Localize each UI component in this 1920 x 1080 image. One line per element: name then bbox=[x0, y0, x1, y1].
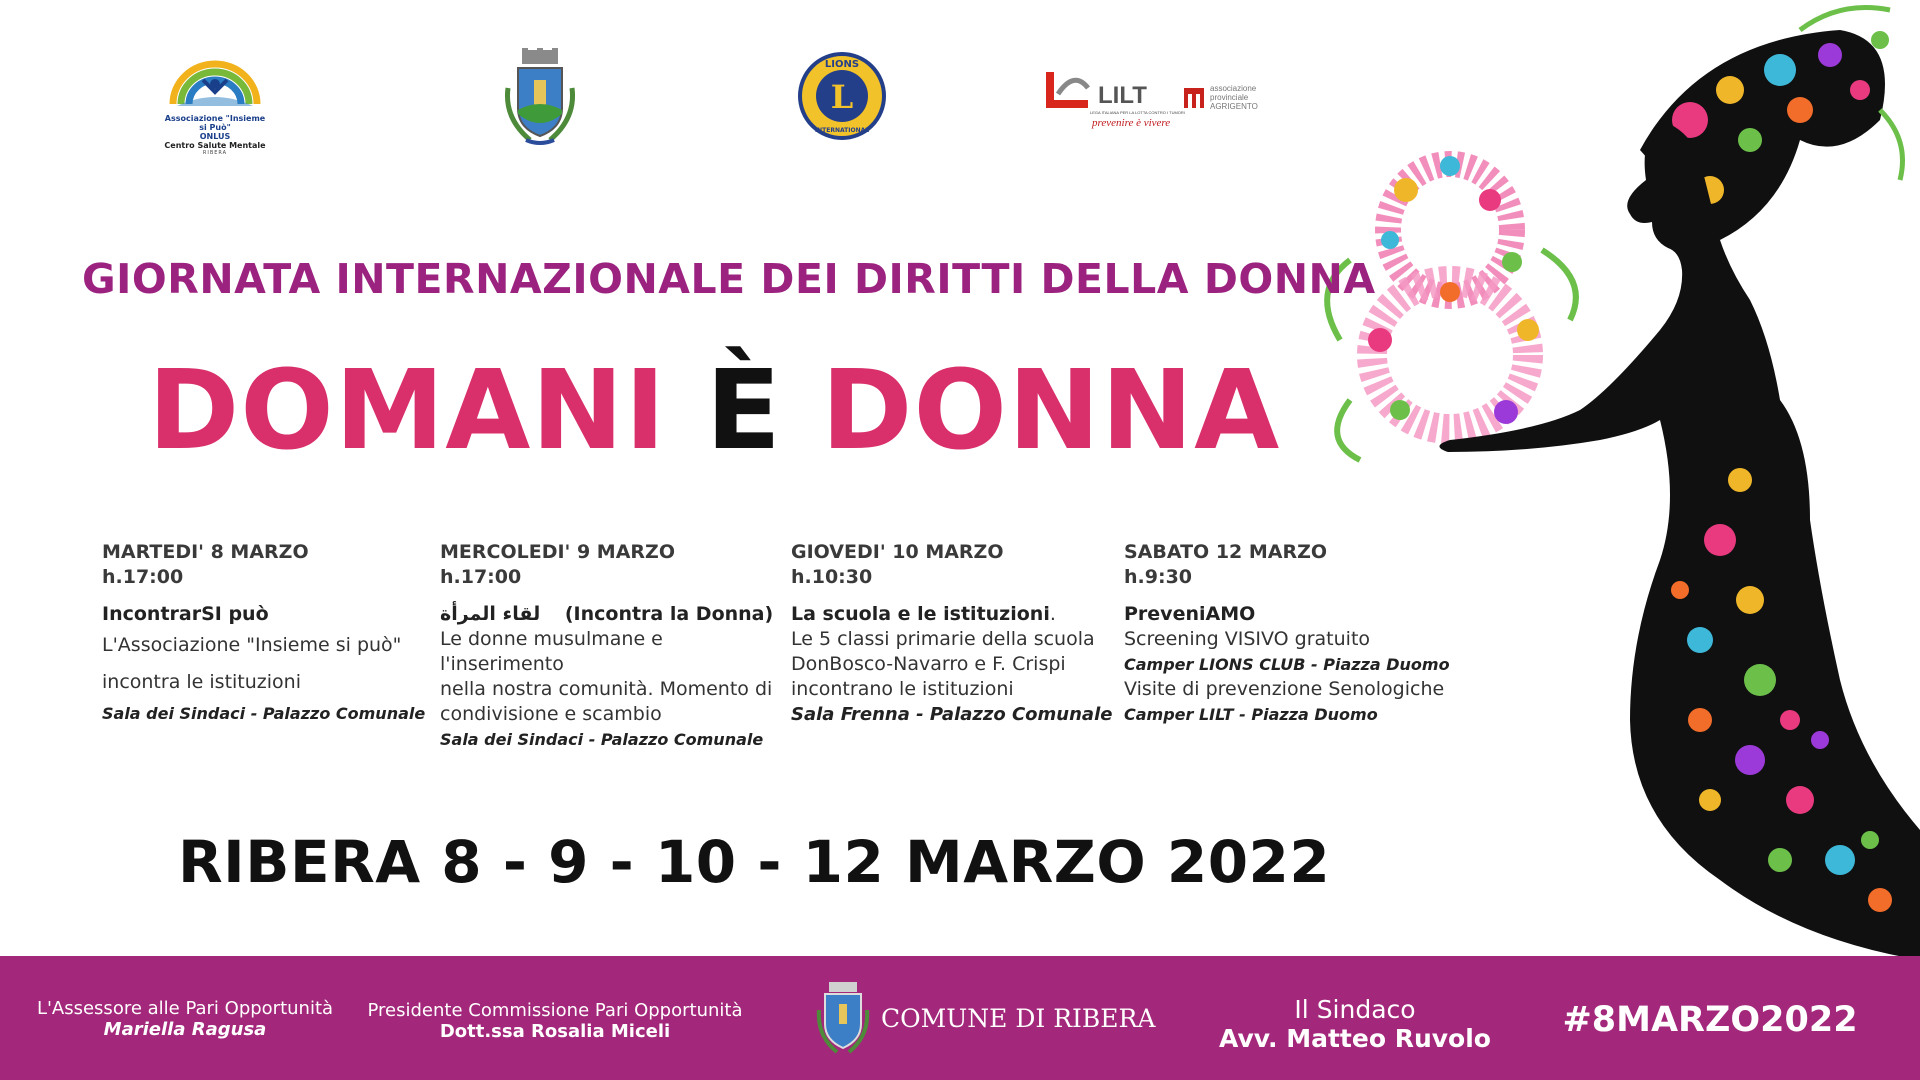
lilt-prov-line2: provinciale bbox=[1210, 93, 1249, 102]
comune-crest-icon bbox=[815, 980, 871, 1056]
event-subtitle: GIORNATA INTERNAZIONALE DEI DIRITTI DELLA DONNA bbox=[82, 255, 1376, 303]
lilt-word: LILT bbox=[1098, 82, 1147, 109]
insieme-si-puo-logo bbox=[160, 58, 270, 158]
event-date: GIOVEDI' 10 MARZO bbox=[791, 541, 1004, 563]
event-time: h.17:00 bbox=[102, 566, 184, 588]
event-location: Sala Frenna - Palazzo Comunale bbox=[791, 704, 1113, 725]
presidente-name: Dott.ssa Rosalia Miceli bbox=[439, 1021, 671, 1042]
title-word-donna: DONNA bbox=[821, 346, 1281, 474]
insieme-center: Centro Salute Mentale bbox=[164, 141, 266, 150]
insieme-onlus: ONLUS bbox=[199, 132, 231, 141]
event-name-row bbox=[791, 602, 1121, 627]
sindaco-name: Avv. Matteo Ruvolo bbox=[1219, 1024, 1491, 1053]
event-line: incontra le istituzioni bbox=[102, 671, 301, 693]
event-day-1 bbox=[102, 540, 432, 726]
event-name-arabic: لقاء المرأة bbox=[440, 603, 541, 625]
event-line: nella nostra comunità. Momento di bbox=[440, 678, 773, 700]
event-location: Camper LIONS CLUB - Piazza Duomo bbox=[1124, 655, 1450, 674]
event-date: MERCOLEDI' 9 MARZO bbox=[440, 541, 675, 563]
assessore-role: L'Assessore alle Pari Opportunità bbox=[36, 998, 334, 1019]
lions-text: LIONS bbox=[824, 59, 860, 70]
event-day-3 bbox=[791, 540, 1121, 727]
event-line: Le donne musulmane e l'inserimento bbox=[440, 628, 663, 675]
event-date: MARTEDI' 8 MARZO bbox=[102, 541, 309, 563]
dates-banner: RIBERA 8 - 9 - 10 - 12 MARZO 2022 bbox=[178, 828, 1331, 896]
event-time: h.10:30 bbox=[791, 566, 873, 588]
event-line: Screening VISIVO gratuito bbox=[1124, 628, 1371, 650]
sindaco-role: Il Sindaco bbox=[1294, 995, 1416, 1024]
comune-name: COMUNE DI RIBERA bbox=[881, 1004, 1156, 1033]
event-line: condivisione e scambio bbox=[440, 703, 662, 725]
footer-sindaco bbox=[1205, 995, 1505, 1053]
lilt-logo bbox=[1040, 60, 1270, 140]
lilt-building-icon bbox=[1182, 84, 1206, 110]
event-location: Sala dei Sindaci - Palazzo Comunale bbox=[102, 704, 426, 723]
ribera-crest-logo bbox=[500, 48, 580, 148]
woman-flowers-illustration bbox=[1280, 0, 1920, 960]
lions-emblem-icon bbox=[798, 52, 886, 140]
event-line: L'Associazione "Insieme si può" bbox=[102, 634, 402, 656]
event-day-4 bbox=[1124, 540, 1474, 727]
lions-letter: L bbox=[830, 78, 854, 116]
insieme-town: RIBERA bbox=[202, 150, 228, 156]
event-description bbox=[102, 627, 432, 701]
event-location: Camper LILT - Piazza Duomo bbox=[1124, 705, 1378, 724]
footer-comune bbox=[815, 980, 1156, 1060]
event-day-2 bbox=[440, 540, 785, 752]
event-name: PreveniAMO bbox=[1124, 603, 1256, 625]
lilt-figure-icon bbox=[1044, 64, 1094, 114]
title-word-domani: DOMANI bbox=[148, 346, 667, 474]
event-name: La scuola e le istituzioni bbox=[791, 603, 1050, 625]
event-name: IncontrarSI può bbox=[102, 603, 269, 625]
lilt-full-name: LEGA ITALIANA PER LA LOTTA CONTRO I TUMORI bbox=[1090, 110, 1185, 115]
footer-presidente bbox=[360, 1000, 750, 1042]
footer-hashtag: #8MARZO2022 bbox=[1562, 1000, 1858, 1040]
lilt-slogan: prevenire è vivere bbox=[1092, 117, 1171, 129]
event-time: h.17:00 bbox=[440, 566, 522, 588]
event-date: SABATO 12 MARZO bbox=[1124, 541, 1328, 563]
event-line: Visite di prevenzione Senologiche bbox=[1124, 678, 1445, 700]
lilt-prov-line3: AGRIGENTO bbox=[1210, 102, 1258, 111]
insieme-assoc-name: Associazione "Insieme si Può" bbox=[164, 114, 266, 132]
title-word-e: È bbox=[705, 346, 782, 474]
footer-assessore bbox=[30, 998, 340, 1040]
event-name-suffix: . bbox=[1049, 603, 1056, 625]
event-line: incontrano le istituzioni bbox=[791, 678, 1014, 700]
lions-club-logo bbox=[798, 52, 886, 140]
assessore-name: Mariella Ragusa bbox=[103, 1019, 267, 1040]
event-name bbox=[440, 602, 785, 627]
event-line: DonBosco-Navarro e F. Crispi bbox=[791, 653, 1066, 675]
event-name-italian: (Incontra la Donna) bbox=[564, 603, 774, 625]
rainbow-hands-icon bbox=[167, 58, 263, 110]
lilt-province bbox=[1210, 84, 1258, 111]
city-crest-icon bbox=[500, 48, 580, 148]
floral-eight-icon bbox=[1327, 156, 1576, 460]
lilt-prov-line1: associazione bbox=[1210, 84, 1257, 93]
event-time: h.9:30 bbox=[1124, 566, 1193, 588]
event-title bbox=[148, 346, 1281, 474]
event-location: Sala dei Sindaci - Palazzo Comunale bbox=[440, 730, 764, 749]
lions-sub: INTERNATIONAL bbox=[814, 127, 870, 134]
event-line: Le 5 classi primarie della scuola bbox=[791, 628, 1095, 650]
presidente-role: Presidente Commissione Pari Opportunità bbox=[367, 1000, 743, 1021]
